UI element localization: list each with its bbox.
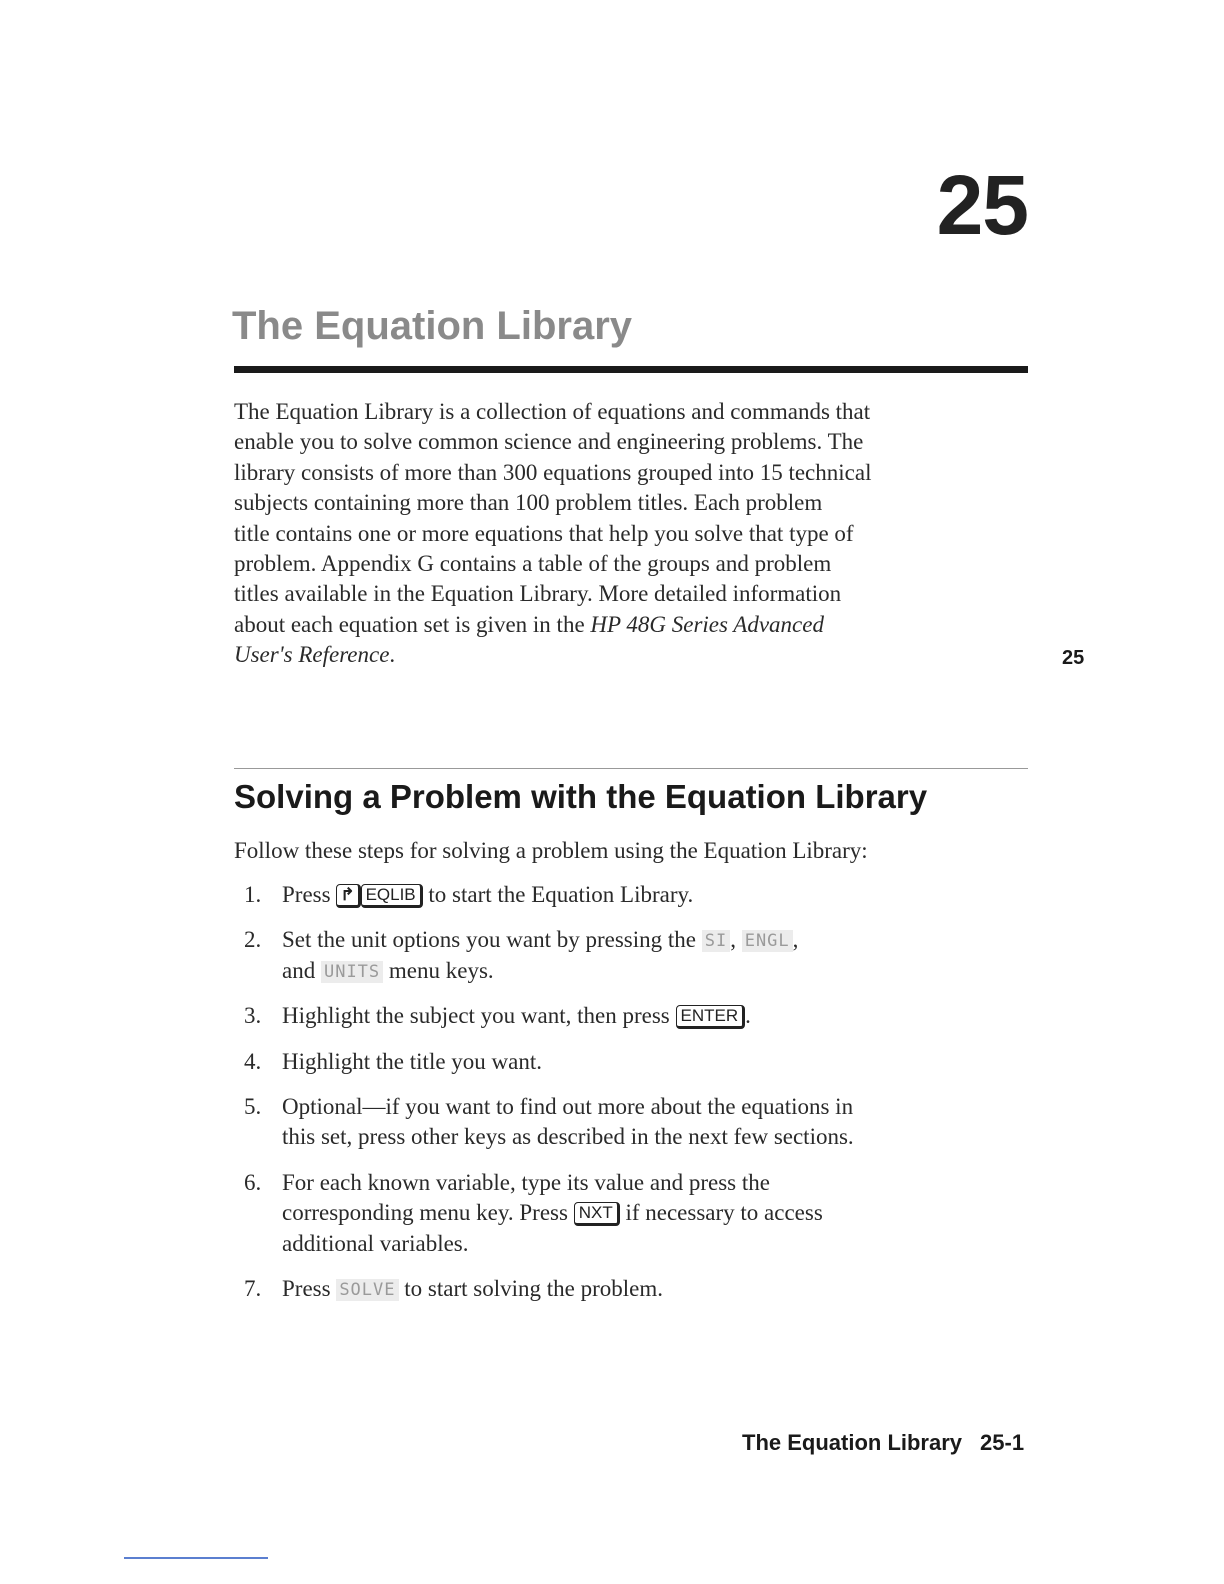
chapter-title: The Equation Library bbox=[232, 304, 633, 348]
nxt-key: NXT bbox=[574, 1202, 620, 1226]
intro-text: . bbox=[389, 642, 396, 668]
engl-softkey: ENGL bbox=[742, 930, 793, 952]
units-softkey: UNITS bbox=[321, 961, 383, 983]
step-text: to start the Equation Library. bbox=[422, 882, 694, 907]
step-text: if necessary to access bbox=[619, 1200, 823, 1226]
step-line: additional variables. bbox=[282, 1230, 469, 1256]
step-text: , bbox=[730, 927, 742, 953]
intro-text: about each equation set is given in the bbox=[234, 611, 591, 637]
intro-paragraph bbox=[234, 397, 1034, 671]
section-lead: Follow these steps for solving a problem using the Equation Library: bbox=[234, 838, 868, 863]
step-item bbox=[244, 1047, 1044, 1077]
step-item bbox=[244, 1168, 1044, 1259]
intro-line: enable you to solve common science and engineering problems. The bbox=[234, 429, 864, 455]
section-rule bbox=[234, 768, 1028, 769]
intro-line: library consists of more than 300 equations grouped into 15 technical bbox=[234, 459, 872, 485]
steps-list bbox=[244, 880, 1044, 1319]
thumb-tab: 25 bbox=[1062, 647, 1085, 669]
step-number: 7. bbox=[244, 1276, 262, 1302]
step-text: menu keys. bbox=[383, 957, 494, 983]
page-number: 25-1 bbox=[980, 1430, 1025, 1455]
step-line bbox=[282, 1274, 1044, 1304]
enter-key: ENTER bbox=[676, 1005, 746, 1029]
step-line bbox=[282, 1001, 1044, 1031]
step-text: Highlight the subject you want, then press bbox=[282, 1003, 676, 1029]
intro-line: titles available in the Equation Library. More detailed information bbox=[234, 581, 842, 607]
step-number: 5. bbox=[244, 1094, 262, 1120]
step-number: 4. bbox=[244, 1048, 262, 1074]
intro-line: subjects containing more than 100 problem titles. Each problem bbox=[234, 490, 823, 516]
eqlib-key: EQLIB bbox=[361, 884, 423, 908]
step-line bbox=[282, 956, 1044, 986]
step-item bbox=[244, 1092, 1044, 1153]
step-item bbox=[244, 925, 1044, 986]
solve-softkey: SOLVE bbox=[336, 1279, 398, 1301]
section-title: Solving a Problem with the Equation Library bbox=[234, 778, 928, 815]
title-rule bbox=[234, 366, 1028, 373]
step-item bbox=[244, 1001, 1044, 1031]
step-line: this set, press other keys as described in the next few sections. bbox=[282, 1124, 854, 1150]
step-text: Set the unit options you want by pressing the bbox=[282, 927, 702, 953]
step-line bbox=[282, 925, 1044, 955]
step-number: 6. bbox=[244, 1169, 262, 1195]
step-number: 1. bbox=[244, 882, 262, 907]
page-footer bbox=[742, 1430, 1024, 1456]
step-item bbox=[244, 1274, 1044, 1304]
step-number: 3. bbox=[244, 1003, 262, 1029]
step-text: Press bbox=[282, 1276, 337, 1302]
footer-title: The Equation Library bbox=[742, 1430, 963, 1455]
intro-line: problem. Appendix G contains a table of the groups and problem bbox=[234, 551, 832, 577]
step-text: Press bbox=[282, 882, 337, 907]
step-line bbox=[282, 1198, 1044, 1228]
step-line: Optional—if you want to find out more about the equations in bbox=[282, 1094, 854, 1120]
reference-title: User's Reference bbox=[234, 642, 390, 668]
right-shift-key-icon: ↱ bbox=[336, 884, 360, 908]
intro-line bbox=[234, 640, 1034, 670]
step-text: and bbox=[282, 957, 321, 983]
step-text: , bbox=[792, 927, 799, 953]
step-text: to start solving the problem. bbox=[398, 1276, 663, 1302]
step-line bbox=[282, 880, 1044, 910]
step-line: Highlight the title you want. bbox=[282, 1048, 542, 1074]
step-item bbox=[244, 880, 1044, 910]
intro-line: The Equation Library is a collection of equations and commands that bbox=[234, 399, 871, 424]
step-number: 2. bbox=[244, 927, 262, 953]
step-line: For each known variable, type its value and press the bbox=[282, 1169, 770, 1195]
intro-line: title contains one or more equations that help you solve that type of bbox=[234, 520, 854, 546]
step-text: . bbox=[745, 1003, 751, 1029]
reference-title: HP 48G Series Advanced bbox=[590, 611, 824, 637]
si-softkey: SI bbox=[702, 930, 730, 952]
chapter-number: 25 bbox=[936, 158, 1028, 252]
bottom-link-bar bbox=[124, 1557, 268, 1559]
step-text: corresponding menu key. Press bbox=[282, 1200, 574, 1226]
intro-line bbox=[234, 610, 1034, 640]
